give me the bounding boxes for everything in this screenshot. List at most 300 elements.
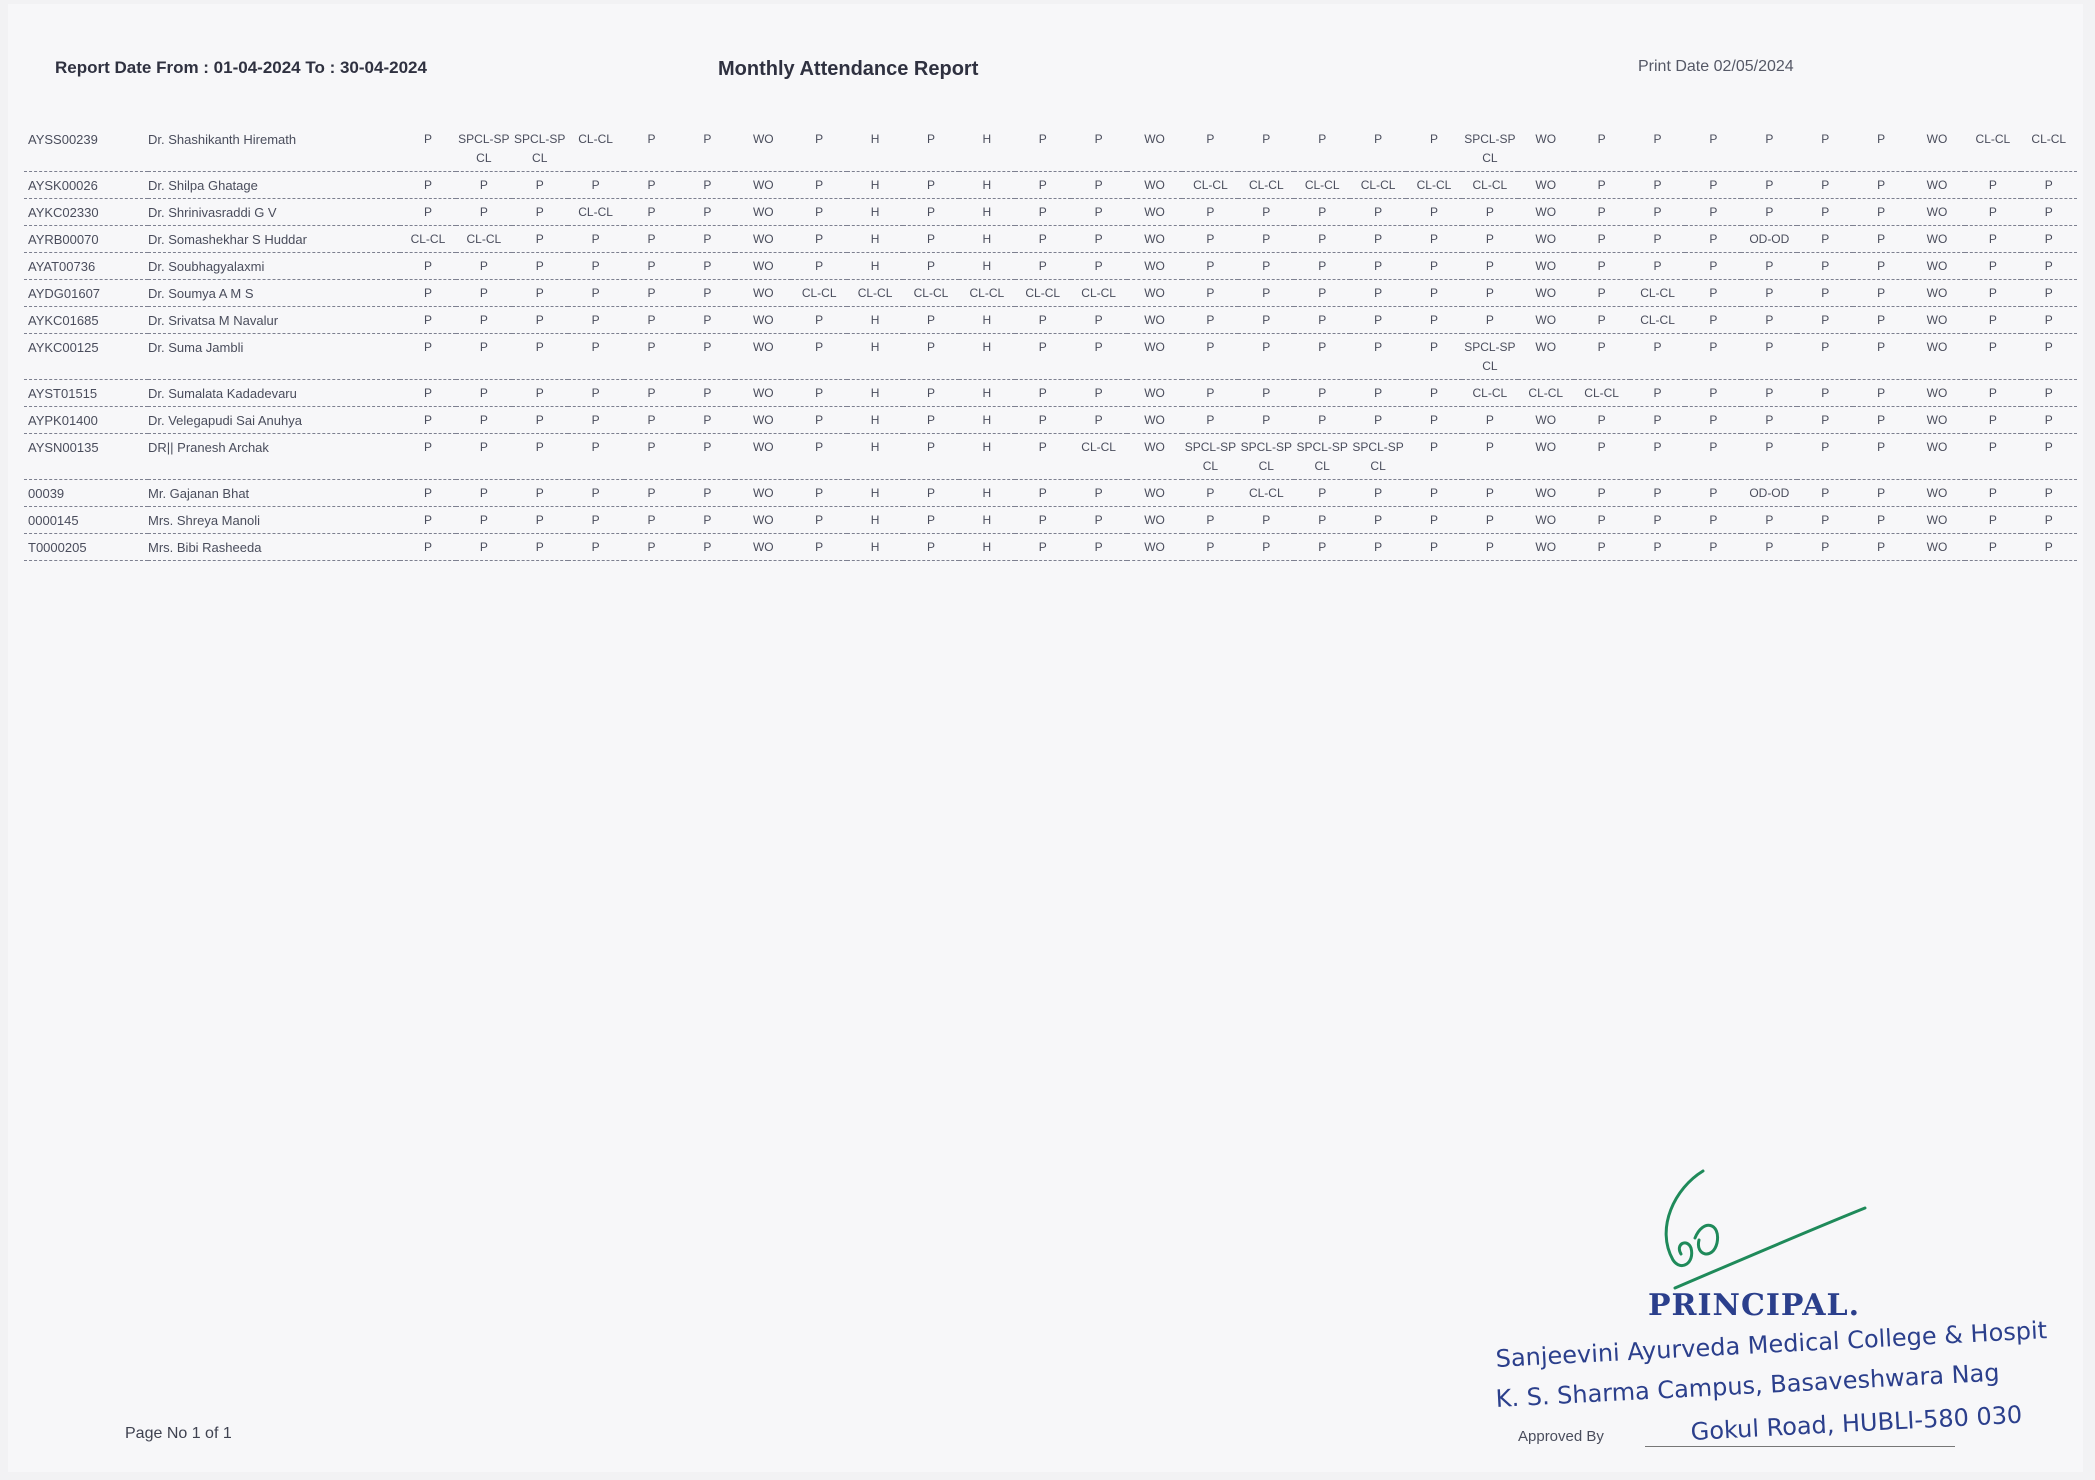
attendance-cell: P [456, 172, 512, 199]
attendance-cell: P [512, 407, 568, 434]
attendance-cell: P [1853, 307, 1909, 334]
attendance-cell: CL-CL [1182, 172, 1238, 199]
attendance-cell: P [1182, 253, 1238, 280]
attendance-cell: P [1071, 407, 1127, 434]
attendance-cell: WO [1127, 199, 1183, 226]
attendance-cell: P [1797, 307, 1853, 334]
attendance-cell: CL-CL [1294, 172, 1350, 199]
employee-name: Dr. Shilpa Ghatage [148, 172, 400, 199]
attendance-cell: P [791, 534, 847, 561]
attendance-cell: P [1797, 534, 1853, 561]
attendance-cell: P [1462, 253, 1518, 280]
attendance-cell: P [624, 380, 680, 407]
attendance-cell: P [1797, 480, 1853, 507]
attendance-cell: P [2021, 480, 2077, 507]
attendance-cell: P [1071, 507, 1127, 534]
attendance-cell: P [1071, 380, 1127, 407]
attendance-cell: P [400, 172, 456, 199]
attendance-cell: H [847, 253, 903, 280]
attendance-cell: OD-OD [1741, 226, 1797, 253]
attendance-cell: P [1965, 407, 2021, 434]
attendance-cell: CL-CL [847, 280, 903, 307]
attendance-cell: P [903, 226, 959, 253]
attendance-cell: P [1741, 172, 1797, 199]
attendance-cell: P [2021, 307, 2077, 334]
attendance-cell: P [456, 534, 512, 561]
attendance-cell: CL-CL [1518, 380, 1574, 407]
attendance-cell: P [1797, 407, 1853, 434]
attendance-cell: P [1574, 534, 1630, 561]
attendance-cell: P [1015, 199, 1071, 226]
attendance-cell: P [1853, 226, 1909, 253]
attendance-cell: P [1406, 507, 1462, 534]
attendance-cell: P [400, 407, 456, 434]
employee-code: AYSS00239 [24, 126, 148, 172]
attendance-cell: P [1462, 534, 1518, 561]
attendance-cell: P [1630, 172, 1686, 199]
attendance-cell: P [791, 507, 847, 534]
attendance-cell: P [568, 507, 624, 534]
attendance-cell: WO [1518, 226, 1574, 253]
attendance-cell: P [1182, 199, 1238, 226]
attendance-cell: P [1574, 307, 1630, 334]
attendance-cell: P [1685, 307, 1741, 334]
attendance-cell: P [1071, 480, 1127, 507]
attendance-cell: P [624, 534, 680, 561]
table-row [24, 307, 2077, 334]
attendance-cell: H [959, 253, 1015, 280]
attendance-cell: WO [1909, 126, 1965, 172]
attendance-cell: H [847, 226, 903, 253]
attendance-cell: P [1853, 199, 1909, 226]
attendance-cell: P [1015, 434, 1071, 480]
table-row [24, 380, 2077, 407]
attendance-cell: WO [1127, 126, 1183, 172]
table-row [24, 172, 2077, 199]
attendance-cell: P [400, 534, 456, 561]
table-row [24, 126, 2077, 172]
attendance-cell: P [1685, 172, 1741, 199]
attendance-cell: P [1015, 334, 1071, 380]
attendance-cell: WO [1518, 253, 1574, 280]
attendance-cell: P [1071, 226, 1127, 253]
page-number: Page No 1 of 1 [125, 1425, 232, 1442]
attendance-cell: P [1630, 434, 1686, 480]
attendance-cell: P [568, 226, 624, 253]
attendance-cell: WO [1127, 226, 1183, 253]
attendance-cell: P [1406, 126, 1462, 172]
attendance-cell: P [1630, 199, 1686, 226]
attendance-cell: P [1015, 534, 1071, 561]
attendance-cell: P [1853, 534, 1909, 561]
attendance-cell: P [624, 434, 680, 480]
attendance-cell: P [1071, 307, 1127, 334]
attendance-cell: WO [735, 199, 791, 226]
attendance-cell: WO [1127, 253, 1183, 280]
attendance-cell: P [1741, 534, 1797, 561]
table-row [24, 280, 2077, 307]
attendance-cell: WO [1518, 407, 1574, 434]
attendance-cell: P [1965, 253, 2021, 280]
attendance-cell: P [624, 253, 680, 280]
attendance-cell: P [400, 434, 456, 480]
attendance-cell: P [1015, 172, 1071, 199]
attendance-cell: H [847, 307, 903, 334]
approved-by-label: Approved By [1518, 1428, 1604, 1445]
attendance-cell: SPCL-SPCL [1294, 434, 1350, 480]
attendance-cell: SPCL-SPCL [1462, 126, 1518, 172]
attendance-cell: P [1182, 126, 1238, 172]
attendance-cell: P [1238, 226, 1294, 253]
attendance-cell: P [1406, 480, 1462, 507]
attendance-cell: P [1015, 126, 1071, 172]
attendance-cell: P [1350, 507, 1406, 534]
attendance-cell: P [568, 434, 624, 480]
attendance-cell: P [1853, 380, 1909, 407]
attendance-cell: P [512, 534, 568, 561]
attendance-cell: P [1741, 307, 1797, 334]
attendance-cell: WO [735, 434, 791, 480]
attendance-cell: P [568, 253, 624, 280]
attendance-cell: P [400, 253, 456, 280]
attendance-cell: P [1015, 380, 1071, 407]
attendance-cell: P [1797, 507, 1853, 534]
attendance-cell: P [1182, 480, 1238, 507]
attendance-cell: P [1294, 407, 1350, 434]
attendance-cell: P [903, 380, 959, 407]
attendance-cell: P [1574, 280, 1630, 307]
attendance-cell: P [1238, 126, 1294, 172]
attendance-cell: P [456, 307, 512, 334]
attendance-cell: WO [1518, 126, 1574, 172]
attendance-cell: P [1853, 434, 1909, 480]
attendance-cell: P [1350, 480, 1406, 507]
attendance-cell: WO [1127, 334, 1183, 380]
attendance-cell: H [959, 307, 1015, 334]
attendance-cell: P [903, 172, 959, 199]
attendance-cell: H [959, 199, 1015, 226]
attendance-cell: WO [1518, 172, 1574, 199]
attendance-cell: P [1965, 307, 2021, 334]
print-date: Print Date 02/05/2024 [1638, 58, 1794, 75]
attendance-cell: P [568, 480, 624, 507]
attendance-cell: H [959, 507, 1015, 534]
attendance-cell: P [1853, 126, 1909, 172]
attendance-cell: P [1630, 334, 1686, 380]
attendance-cell: P [1685, 334, 1741, 380]
attendance-cell: CL-CL [568, 126, 624, 172]
attendance-cell: P [679, 126, 735, 172]
attendance-cell: P [1574, 434, 1630, 480]
attendance-cell: P [903, 434, 959, 480]
attendance-cell: P [1350, 534, 1406, 561]
attendance-cell: P [1741, 380, 1797, 407]
attendance-cell: P [903, 307, 959, 334]
attendance-cell: WO [1127, 534, 1183, 561]
attendance-cell: CL-CL [1406, 172, 1462, 199]
attendance-cell: P [1071, 126, 1127, 172]
attendance-cell: CL-CL [903, 280, 959, 307]
attendance-cell: P [1462, 280, 1518, 307]
employee-name: Dr. Soubhagyalaxmi [148, 253, 400, 280]
attendance-cell: CL-CL [1071, 434, 1127, 480]
attendance-cell: P [1685, 434, 1741, 480]
attendance-cell: P [1797, 172, 1853, 199]
attendance-cell: WO [1127, 434, 1183, 480]
attendance-cell: P [1462, 407, 1518, 434]
attendance-cell: P [568, 534, 624, 561]
attendance-cell: P [1965, 434, 2021, 480]
attendance-cell: H [847, 507, 903, 534]
attendance-cell: P [2021, 172, 2077, 199]
attendance-cell: WO [735, 280, 791, 307]
stamp-college-name: Sanjeevini Ayurveda Medical College & Hospit [1495, 1316, 2048, 1373]
attendance-cell: P [1462, 507, 1518, 534]
attendance-cell: H [959, 534, 1015, 561]
attendance-cell: P [512, 380, 568, 407]
attendance-cell: P [1630, 126, 1686, 172]
attendance-cell: P [1797, 334, 1853, 380]
attendance-cell: H [959, 380, 1015, 407]
attendance-cell: CL-CL [1965, 126, 2021, 172]
employee-code: AYKC00125 [24, 334, 148, 380]
attendance-cell: WO [735, 480, 791, 507]
employee-name: Dr. Soumya A M S [148, 280, 400, 307]
attendance-cell: CL-CL [1630, 307, 1686, 334]
attendance-cell: P [400, 199, 456, 226]
employee-code: T0000205 [24, 534, 148, 561]
attendance-cell: P [568, 307, 624, 334]
attendance-cell: P [1406, 407, 1462, 434]
attendance-cell: P [1630, 226, 1686, 253]
attendance-cell: H [847, 480, 903, 507]
attendance-cell: P [1350, 307, 1406, 334]
attendance-cell: CL-CL [791, 280, 847, 307]
attendance-cell: CL-CL [568, 199, 624, 226]
report-title: Monthly Attendance Report [718, 58, 979, 80]
attendance-cell: P [1182, 280, 1238, 307]
attendance-cell: H [959, 126, 1015, 172]
attendance-cell: P [1853, 480, 1909, 507]
attendance-cell: P [679, 334, 735, 380]
attendance-cell: P [1294, 199, 1350, 226]
attendance-cell: H [847, 434, 903, 480]
attendance-cell: P [1685, 126, 1741, 172]
attendance-cell: P [1630, 253, 1686, 280]
attendance-cell: H [847, 534, 903, 561]
attendance-cell: P [1630, 480, 1686, 507]
attendance-cell: P [2021, 407, 2077, 434]
attendance-cell: P [1182, 380, 1238, 407]
attendance-cell: P [1071, 534, 1127, 561]
attendance-cell: SPCL-SPCL [456, 126, 512, 172]
attendance-cell: P [791, 334, 847, 380]
approved-by-signature-line [1645, 1446, 1955, 1447]
attendance-cell: P [1630, 380, 1686, 407]
attendance-cell: P [1462, 434, 1518, 480]
attendance-cell: P [903, 334, 959, 380]
attendance-cell: P [2021, 334, 2077, 380]
attendance-cell: P [1238, 507, 1294, 534]
attendance-cell: WO [1127, 480, 1183, 507]
attendance-cell: P [1294, 334, 1350, 380]
attendance-cell: WO [1909, 307, 1965, 334]
attendance-cell: H [959, 226, 1015, 253]
attendance-cell: P [1238, 280, 1294, 307]
attendance-cell: P [1630, 534, 1686, 561]
attendance-cell: P [1685, 280, 1741, 307]
attendance-cell: P [1853, 172, 1909, 199]
attendance-cell: P [1965, 380, 2021, 407]
attendance-cell: WO [1127, 507, 1183, 534]
attendance-cell: P [1685, 253, 1741, 280]
attendance-cell: H [847, 380, 903, 407]
attendance-cell: WO [1909, 480, 1965, 507]
attendance-cell: P [512, 434, 568, 480]
attendance-cell: P [1741, 434, 1797, 480]
attendance-cell: P [1574, 126, 1630, 172]
attendance-cell: P [1071, 253, 1127, 280]
attendance-cell: P [679, 480, 735, 507]
attendance-cell: P [903, 126, 959, 172]
attendance-cell: WO [1518, 480, 1574, 507]
employee-code: AYST01515 [24, 380, 148, 407]
attendance-cell: P [456, 434, 512, 480]
attendance-cell: P [1965, 334, 2021, 380]
employee-name: Mr. Gajanan Bhat [148, 480, 400, 507]
table-row [24, 199, 2077, 226]
attendance-cell: P [1685, 507, 1741, 534]
attendance-cell: P [1406, 253, 1462, 280]
attendance-cell: CL-CL [400, 226, 456, 253]
attendance-cell: P [1015, 253, 1071, 280]
attendance-cell: WO [1909, 380, 1965, 407]
attendance-cell: P [400, 280, 456, 307]
employee-code: AYRB00070 [24, 226, 148, 253]
attendance-cell: P [1015, 226, 1071, 253]
attendance-cell: P [1015, 407, 1071, 434]
attendance-cell: P [1574, 253, 1630, 280]
attendance-cell: P [679, 434, 735, 480]
attendance-cell: WO [735, 380, 791, 407]
attendance-cell: P [1853, 253, 1909, 280]
attendance-cell: WO [735, 407, 791, 434]
attendance-cell: P [624, 407, 680, 434]
attendance-cell: P [1182, 226, 1238, 253]
attendance-cell: P [1797, 226, 1853, 253]
attendance-cell: WO [1518, 280, 1574, 307]
attendance-cell: P [903, 534, 959, 561]
attendance-cell: P [568, 380, 624, 407]
attendance-cell: P [1238, 534, 1294, 561]
attendance-cell: WO [1518, 434, 1574, 480]
attendance-cell: H [847, 172, 903, 199]
table-row [24, 253, 2077, 280]
employee-name: Dr. Shashikanth Hiremath [148, 126, 400, 172]
attendance-cell: P [791, 172, 847, 199]
attendance-cell: P [1965, 226, 2021, 253]
attendance-cell: H [847, 199, 903, 226]
attendance-cell: P [1406, 534, 1462, 561]
attendance-cell: P [456, 407, 512, 434]
attendance-cell: P [1965, 172, 2021, 199]
employee-name: Dr. Somashekhar S Huddar [148, 226, 400, 253]
attendance-cell: P [903, 199, 959, 226]
attendance-cell: P [1238, 307, 1294, 334]
attendance-cell: WO [1909, 226, 1965, 253]
attendance-cell: H [959, 480, 1015, 507]
attendance-cell: P [903, 407, 959, 434]
attendance-cell: P [791, 480, 847, 507]
attendance-cell: P [512, 334, 568, 380]
attendance-cell: P [624, 507, 680, 534]
attendance-cell: P [512, 199, 568, 226]
attendance-cell: P [679, 226, 735, 253]
attendance-cell: P [1238, 199, 1294, 226]
attendance-cell: P [1182, 507, 1238, 534]
attendance-cell: P [1182, 307, 1238, 334]
attendance-cell: H [959, 434, 1015, 480]
attendance-cell: P [1685, 480, 1741, 507]
attendance-cell: P [1574, 480, 1630, 507]
attendance-cell: P [1015, 507, 1071, 534]
attendance-cell: P [1574, 334, 1630, 380]
attendance-cell: P [624, 280, 680, 307]
employee-name: DR|| Pranesh Archak [148, 434, 400, 480]
attendance-cell: P [1853, 407, 1909, 434]
employee-code: AYKC01685 [24, 307, 148, 334]
attendance-cell: SPCL-SPCL [1182, 434, 1238, 480]
attendance-cell: P [1406, 334, 1462, 380]
attendance-cell: P [679, 534, 735, 561]
attendance-cell: P [456, 280, 512, 307]
report-date-range: Report Date From : 01-04-2024 To : 30-04-2024 [55, 58, 427, 77]
attendance-cell: P [1965, 480, 2021, 507]
table-row [24, 434, 2077, 480]
attendance-cell: WO [1909, 199, 1965, 226]
attendance-cell: P [1741, 253, 1797, 280]
attendance-cell: P [791, 126, 847, 172]
attendance-cell: P [1574, 172, 1630, 199]
attendance-cell: H [847, 334, 903, 380]
attendance-cell: CL-CL [1015, 280, 1071, 307]
table-row [24, 334, 2077, 380]
attendance-cell: P [1741, 407, 1797, 434]
attendance-cell: SPCL-SPCL [512, 126, 568, 172]
attendance-cell: H [959, 172, 1015, 199]
attendance-cell: CL-CL [959, 280, 1015, 307]
attendance-cell: P [791, 307, 847, 334]
employee-code: 0000145 [24, 507, 148, 534]
attendance-cell: P [512, 280, 568, 307]
attendance-cell: P [1741, 334, 1797, 380]
attendance-cell: P [624, 199, 680, 226]
attendance-cell: P [512, 507, 568, 534]
attendance-cell: WO [1909, 172, 1965, 199]
employee-code: AYPK01400 [24, 407, 148, 434]
attendance-cell: P [1238, 334, 1294, 380]
attendance-cell: P [512, 480, 568, 507]
attendance-cell: WO [735, 534, 791, 561]
attendance-cell: P [2021, 226, 2077, 253]
attendance-cell: OD-OD [1741, 480, 1797, 507]
employee-name: Dr. Suma Jambli [148, 334, 400, 380]
attendance-cell: P [624, 307, 680, 334]
attendance-cell: P [624, 126, 680, 172]
attendance-cell: P [1741, 126, 1797, 172]
table-row [24, 226, 2077, 253]
attendance-cell: P [1462, 199, 1518, 226]
